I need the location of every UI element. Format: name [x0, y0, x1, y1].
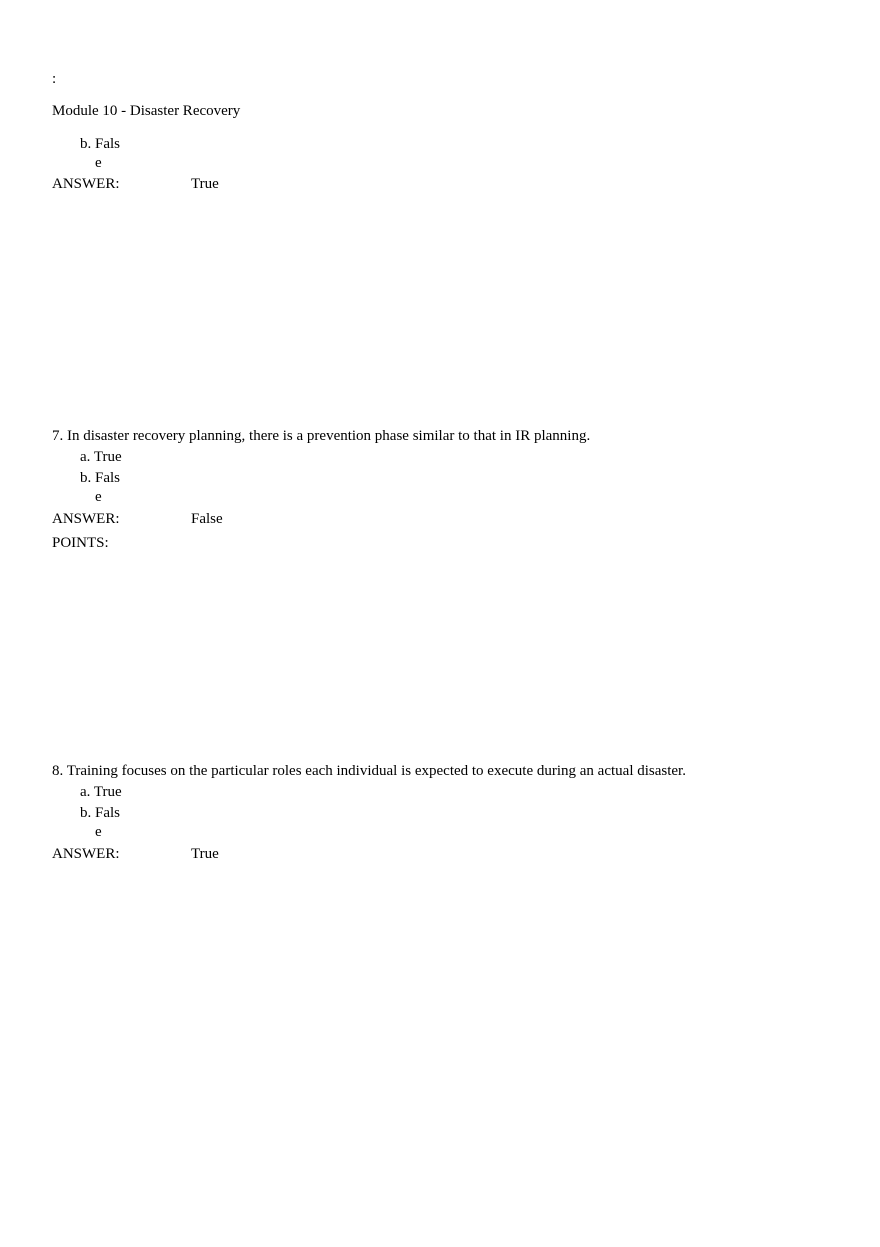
header-colon: :: [52, 71, 57, 87]
q8-option-b-wrap: e: [95, 824, 102, 840]
q7-question: 7. In disaster recovery planning, there is a prevention phase similar to that in IR planning.: [52, 428, 591, 444]
q8-question: 8. Training focuses on the particular roles each individual is expected to execute during an actual disaster.: [52, 763, 686, 779]
q7-option-a: a. True: [80, 449, 122, 465]
q6-option-b-wrap: e: [95, 155, 102, 171]
q7-points-label: POINTS:: [52, 535, 109, 551]
q7-option-b: b. Fals: [80, 470, 121, 486]
module-title: Module 10 - Disaster Recovery: [52, 103, 241, 119]
q7-answer-label: ANSWER:: [52, 511, 120, 527]
q6-answer: True: [191, 176, 219, 192]
q8-answer: True: [191, 846, 219, 862]
q7-option-b-wrap: e: [95, 489, 102, 505]
q7-answer: False: [191, 511, 223, 527]
q6-option-b: b. Fals: [80, 136, 121, 152]
q8-option-b: b. Fals: [80, 805, 121, 821]
q8-option-a: a. True: [80, 784, 122, 800]
q8-answer-label: ANSWER:: [52, 846, 120, 862]
q6-answer-label: ANSWER:: [52, 176, 120, 192]
